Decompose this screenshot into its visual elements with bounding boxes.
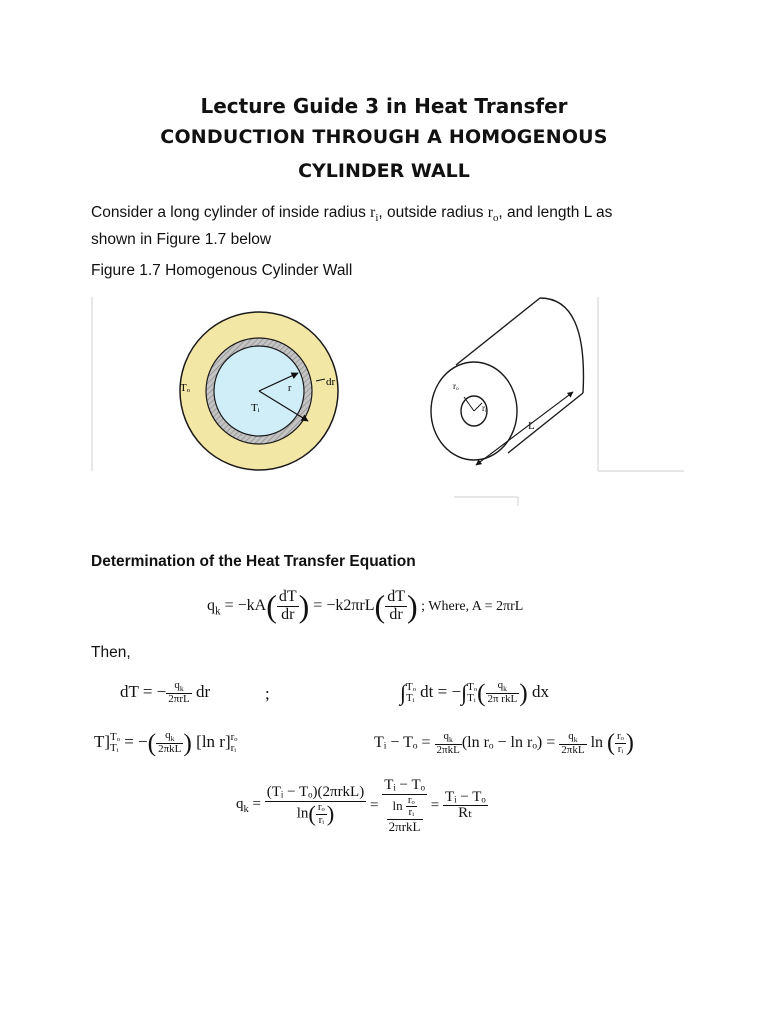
intro-paragraph: Consider a long cylinder of inside radius $r_i$, outside radius $r_o$, and length L as shown in Figure 1.7 below: [91, 204, 613, 249]
section-heading: Determination of the Heat Transfer Equation: [91, 553, 416, 570]
ri-symbol: $r_i$: [370, 204, 379, 225]
title-line-2: CONDUCTION THROUGH A HOMOGENOUS: [160, 126, 608, 148]
cylinder-3d-diagram: [431, 298, 583, 465]
cylinder-back-edge: [540, 298, 583, 393]
equation-2-right: ∫ Tₒ Tᵢ dt = −∫ Tₒ Tᵢ ( $\frac{q_k}{\text{2π rkL}}$ ) dx: [400, 678, 549, 707]
title-line-3: CYLINDER WALL: [298, 160, 470, 182]
label-L: L: [528, 420, 535, 432]
then-label: Then,: [91, 644, 131, 661]
figure-caption: Figure 1.7 Homogenous Cylinder Wall: [91, 262, 353, 279]
equation-2-separator: ;: [265, 684, 270, 703]
equation-3-right: Tᵢ − Tₒ = $\frac{q_k}{\text{2πkL}}$ (ln rₒ − ln rₒ) = $\frac{q_k}{\text{2πkL}}$ ln ( $\frac{\text{rₒ}}{\text{rᵢ}}$ ): [374, 729, 634, 756]
cross-section-diagram: [180, 312, 338, 470]
equation-1: $q_k = -kA$( $\frac{dT}{dr}$ ) = −k2πrL( $\frac{dT}{dr}$ ) ; Where, A = 2πrL: [207, 588, 524, 624]
label-r: r: [288, 383, 292, 394]
label-Ti: Tᵢ: [251, 402, 260, 414]
equation-4: $q_k$ = (Tᵢ − Tₒ)(2πrkL) ln( $\frac{\text{rₒ}}{\text{rᵢ}}$ ) = Tᵢ − Tₒ ln $\frac{\text{rₒ}}{\text{rᵢ}}$ 2πrkL = $\frac{\text{Tᵢ − Tₒ}}{\text{Rₜ}}$: [236, 777, 486, 834]
label-dr: dr: [326, 376, 336, 388]
label-ri: rᵢ: [482, 403, 487, 413]
equation-3-left: T] Tₒ Tᵢ = −( $\frac{q_k}{\text{2πkL}}$ ) [ln r] rₒ rᵢ: [94, 728, 238, 757]
label-ro: rₒ: [453, 381, 459, 391]
ro-symbol: $r_o$: [487, 204, 499, 225]
equation-2-left: dT = − $\frac{q_k}{\text{2πrL}}$ dr: [120, 679, 211, 706]
cylinder-figure: [88, 293, 688, 508]
title-line-1: Lecture Guide 3 in Heat Transfer: [200, 94, 568, 118]
label-To: Tₒ: [180, 382, 190, 394]
